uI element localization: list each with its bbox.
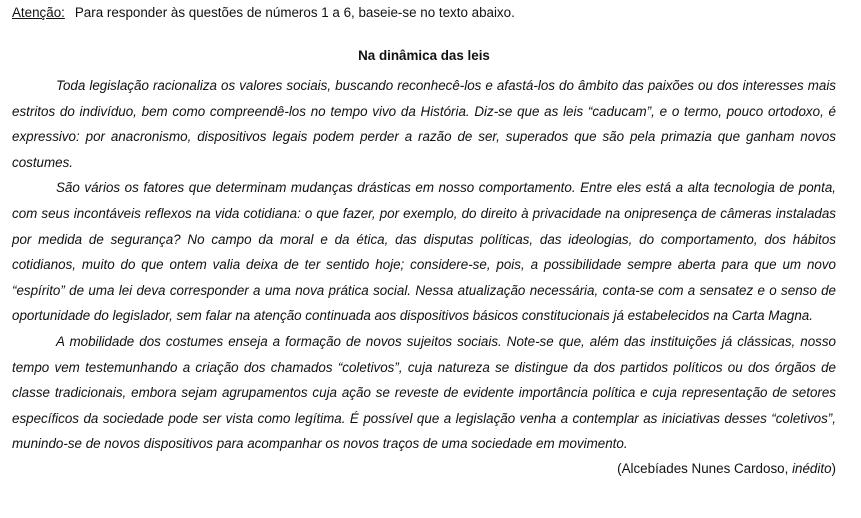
citation-author: Alcebíades Nunes Cardoso, [621,460,789,476]
source-citation [12,459,836,479]
paragraph-3: A mobilidade dos costumes enseja a formação de novos sujeitos sociais. Note-se que, além das instituições já clássicas, nosso tempo vem testemunhando a criação dos chamados “coletivos”, cuja natureza se distingue da dos partidos políticos ou dos órgãos de classe tradicionais, embora sejam agrupamentos cuja ação se reveste de evidente importância política e cuja representação de setores específicos da sociedade pode ser vista como legítima. É possível que a legislação venha a contemplar as iniciativas desses “coletivos”, munindo-se de novos dispositivos para acompanhar os novos traços de uma sociedade em movimento. [12,333,836,452]
citation-work: inédito [792,460,832,476]
text-body [12,73,836,457]
attention-label: Atenção: [12,5,65,20]
citation-close-paren: ) [831,460,836,476]
document-page [12,4,836,479]
citation-open-paren: ( [617,460,622,476]
attention-text: Para responder às questões de números 1 a 6, baseie-se no texto abaixo. [74,5,515,20]
attention-notice [12,4,836,22]
paragraph-1: Toda legislação racionaliza os valores sociais, buscando reconhecê-los e afastá-los do âmbito das paixões ou dos interesses mais estritos do indivíduo, bem como compreendê-los no tempo vivo da História. Diz-se que as leis “caducam”, e o termo, pouco ortodoxo, é expressivo: por anacronismo, dispositivos legais podem perder a razão de ser, superados que são pela primazia que ganham novos costumes. [12,78,836,170]
paragraph-2: São vários os fatores que determinam mudanças drásticas em nosso comportamento. Entre eles está a alta tecnologia de ponta, com seus incontáveis reflexos na vida cotidiana: o que fazer, por exemplo, do direito à privacidade na onipresença de câmeras instaladas por medida de segurança? No campo da moral e da ética, das disputas políticas, das ideologias, do comportamento, dos hábitos cotidianos, muito do que ontem valia deixa de ter sentido hoje; considere-se, pois, a possibilidade sempre aberta para que um novo “espírito” de uma lei deva corresponder a uma nova prática social. Nessa atualização necessária, conta-se com a sensatez e o senso de oportunidade do legislador, sem falar na atenção continuada aos dispositivos básicos constitucionais já estabelecidos na Carta Magna. [12,180,836,324]
text-title: Na dinâmica das leis [358,48,490,63]
